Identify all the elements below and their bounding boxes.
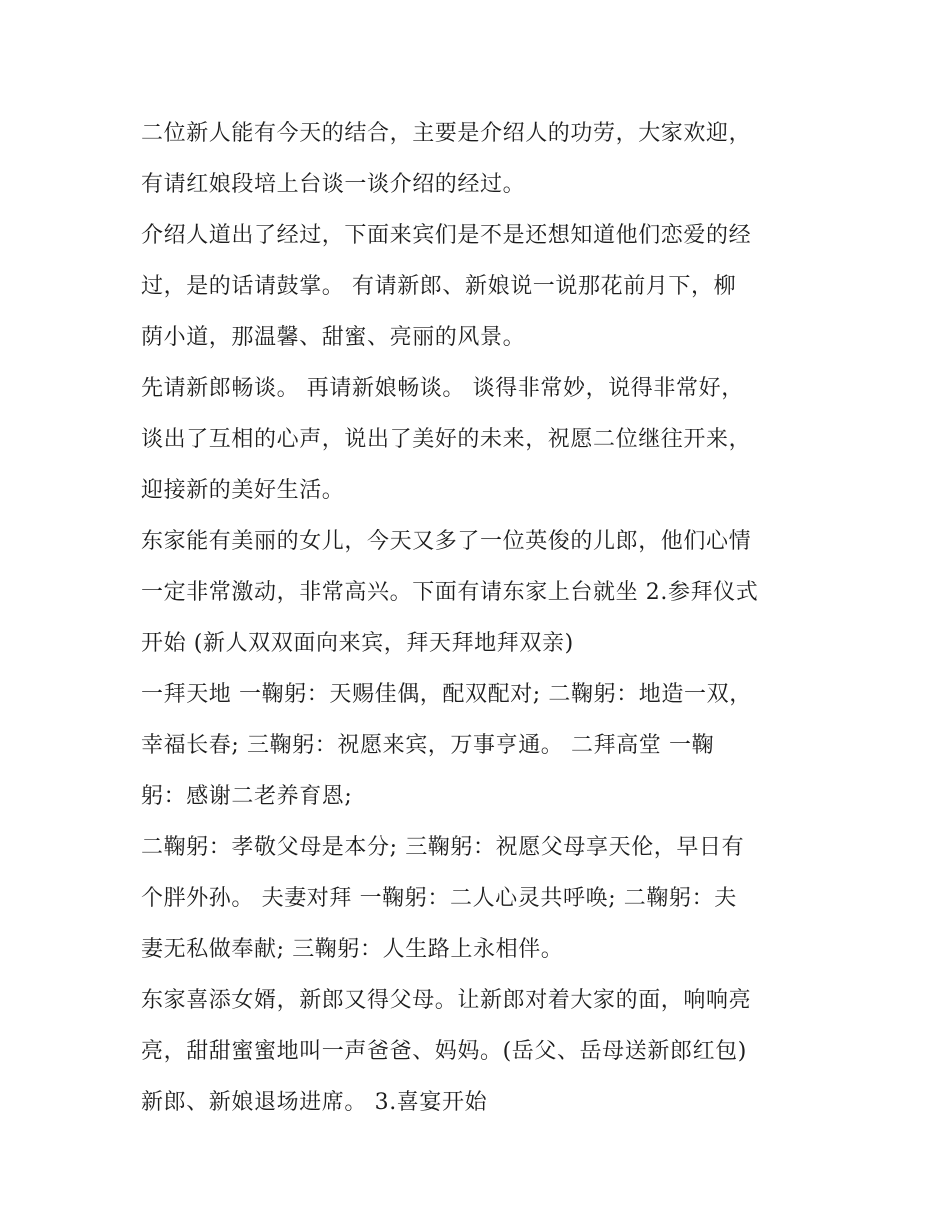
text-line: 新郎、新娘退场进席。 3.喜宴开始	[141, 1090, 488, 1115]
text-line: 东家能有美丽的女儿，今天又多了一位英俊的儿郎，他们心情	[141, 529, 752, 554]
text-line: 先请新郎畅谈。 再请新娘畅谈。 谈得非常妙，说得非常好，	[141, 376, 744, 401]
text-line: 二鞠躬：孝敬父母是本分; 三鞠躬：祝愿父母享天伦，早日有	[141, 835, 745, 860]
text-line: 亮，甜甜蜜蜜地叫一声爸爸、妈妈。(岳父、岳母送新郎红包)	[141, 1039, 747, 1064]
text-line: 过，是的话请鼓掌。 有请新郎、新娘说一说那花前月下，柳	[141, 274, 737, 299]
text-line: 迎接新的美好生活。	[141, 478, 345, 503]
text-line: 个胖外孙。 夫妻对拜 一鞠躬：二人心灵共呼唤; 二鞠躬：夫	[141, 886, 737, 911]
text-line: 一定非常激动，非常高兴。下面有请东家上台就坐 2.参拜仪式	[141, 580, 759, 605]
text-line: 幸福长春; 三鞠躬：祝愿来宾，万事亨通。 二拜高堂 一鞠	[141, 733, 715, 758]
document-body	[141, 108, 821, 1128]
text-line: 妻无私做奉献; 三鞠躬：人生路上永相伴。	[141, 937, 564, 962]
text-line: 二位新人能有今天的结合，主要是介绍人的功劳，大家欢迎，	[141, 121, 752, 146]
text-line: 荫小道，那温馨、甜蜜、亮丽的风景。	[141, 325, 526, 350]
text-line: 开始 (新人双双面向来宾，拜天拜地拜双亲)	[141, 631, 574, 656]
text-line: 东家喜添女婿，新郎又得父母。让新郎对着大家的面，响响亮	[141, 988, 752, 1013]
text-line: 有请红娘段培上台谈一谈介绍的经过。	[141, 172, 526, 197]
text-line: 一拜天地 一鞠躬：天赐佳偶，配双配对; 二鞠躬：地造一双，	[141, 682, 752, 707]
text-line: 谈出了互相的心声，说出了美好的未来，祝愿二位继往开来，	[141, 427, 752, 452]
text-line: 躬：感谢二老养育恩;	[141, 784, 353, 809]
text-line: 介绍人道出了经过，下面来宾们是不是还想知道他们恋爱的经	[141, 223, 752, 248]
